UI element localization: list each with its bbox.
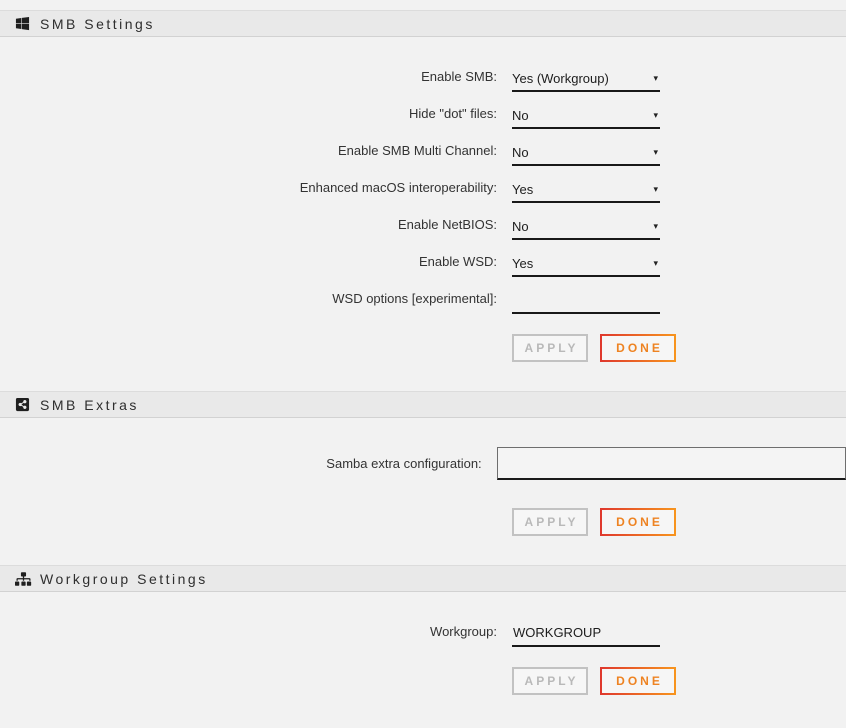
done-button[interactable]: DONE: [600, 334, 676, 362]
share-nodes-square-icon: [15, 397, 33, 412]
field-row: [0, 610, 846, 647]
select-value: No: [512, 219, 529, 234]
windows-icon: [15, 16, 33, 31]
done-button[interactable]: DONE: [600, 667, 676, 695]
chevron-down-icon: ▾: [653, 73, 658, 83]
samba-extra-config-textarea[interactable]: [497, 447, 846, 480]
workgroup-settings-form: [0, 592, 846, 695]
field-row: [0, 203, 846, 240]
field-row: [0, 166, 846, 203]
field-row: [0, 447, 846, 480]
workgroup-label: Workgroup:: [430, 624, 497, 639]
smb-multi-channel-select[interactable]: [512, 141, 660, 166]
smb-settings-section: [0, 10, 846, 362]
field-row: [0, 92, 846, 129]
smb-settings-buttons: [0, 334, 846, 362]
wsd-options-input[interactable]: [512, 290, 660, 314]
smb-extras-header: [0, 391, 846, 418]
workgroup-settings-section: [0, 565, 846, 695]
done-button[interactable]: DONE: [600, 508, 676, 536]
section-title: SMB Settings: [40, 15, 155, 32]
sitemap-icon: [15, 571, 33, 586]
enable-wsd-label: Enable WSD:: [418, 254, 497, 269]
field-row: [0, 129, 846, 166]
apply-button[interactable]: APPLY: [512, 667, 588, 695]
chevron-down-icon: ▾: [653, 258, 658, 268]
macos-interop-select[interactable]: [512, 178, 660, 203]
field-row: [0, 277, 846, 314]
chevron-down-icon: ▾: [653, 221, 658, 231]
chevron-down-icon: ▾: [653, 147, 658, 157]
chevron-down-icon: ▾: [653, 110, 658, 120]
smb-multi-channel-label: Enable SMB Multi Channel:: [338, 143, 497, 158]
wsd-options-label: WSD options [experimental]:: [332, 291, 497, 306]
smb-settings-form: [0, 37, 846, 362]
apply-button[interactable]: APPLY: [512, 334, 588, 362]
workgroup-input[interactable]: [512, 623, 660, 647]
smb-extras-buttons: [0, 508, 846, 536]
field-row: [0, 240, 846, 277]
section-title: Workgroup Settings: [40, 570, 208, 587]
macos-interop-label: Enhanced macOS interoperability:: [299, 180, 497, 195]
enable-smb-select[interactable]: [512, 67, 660, 92]
select-value: Yes: [512, 256, 534, 271]
enable-wsd-select[interactable]: [512, 252, 660, 277]
hide-dot-files-label: Hide "dot" files:: [409, 106, 497, 121]
samba-extra-config-label: Samba extra configuration:: [326, 456, 482, 471]
smb-extras-section: [0, 391, 846, 536]
smb-settings-header: [0, 10, 846, 37]
chevron-down-icon: ▾: [653, 184, 658, 194]
select-value: Yes: [512, 182, 534, 197]
select-value: Yes (Workgroup): [512, 71, 609, 86]
enable-smb-label: Enable SMB:: [421, 69, 497, 84]
workgroup-buttons: [0, 667, 846, 695]
workgroup-settings-header: [0, 565, 846, 592]
enable-netbios-select[interactable]: [512, 215, 660, 240]
enable-netbios-label: Enable NetBIOS:: [398, 217, 497, 232]
hide-dot-files-select[interactable]: [512, 104, 660, 129]
field-row: [0, 55, 846, 92]
smb-extras-form: [0, 447, 846, 536]
section-title: SMB Extras: [40, 396, 139, 413]
select-value: No: [512, 145, 529, 160]
select-value: No: [512, 108, 529, 123]
apply-button[interactable]: APPLY: [512, 508, 588, 536]
